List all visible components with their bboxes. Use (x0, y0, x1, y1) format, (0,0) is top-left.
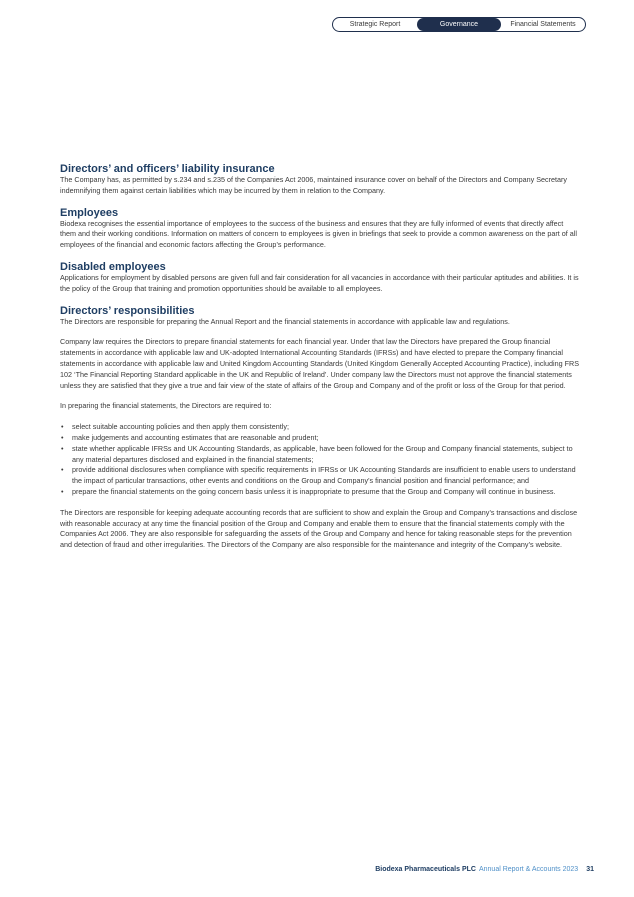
section-nav (332, 17, 586, 32)
directors-responsibilities-section (60, 305, 580, 551)
list-item: • make judgements and accounting estimates that are reasonable and prudent; (60, 433, 580, 444)
responsibilities-paragraph-3: In preparing the financial statements, the Directors are required to: (60, 401, 272, 411)
list-item: • provide additional disclosures when compliance with specific requirements in IFRSs or UK Accounting Standards are insufficient to enable users to understand the impact of particular transactions, other events and conditions on the Group and Company’s financial position and financial performance; and (60, 465, 580, 487)
liability-insurance-body: The Company has, as permitted by s.234 and s.235 of the Companies Act 2006, maintained insurance cover on behalf of the Directors and Company Secretary indemnifying them against certain liabilities which may be incurred by them in relation to the Company. (60, 175, 568, 195)
tab-strategic-report[interactable]: Strategic Report (349, 21, 401, 28)
tab-financial-statements[interactable]: Financial Statements (510, 21, 576, 28)
liability-insurance-heading: Directors’ and officers’ liability insurance (60, 163, 275, 175)
page-content (60, 163, 580, 561)
list-item: • prepare the financial statements on the going concern basis unless it is inappropriate to presume that the Group and Company will continue in business. (60, 487, 580, 498)
tab-governance[interactable]: Governance (417, 18, 501, 31)
employees-heading: Employees (60, 206, 119, 219)
disabled-employees-heading: Disabled employees (60, 260, 166, 273)
responsibilities-paragraph-4: The Directors are responsible for keeping adequate accounting records that are sufficient to show and explain the Group and Company’s transactions and disclose with reasonable accuracy at any time the financial position of the Group and Company and enable them to ensure that the financial statements comply with the Companies Act 2006. They are also responsible for safeguarding the assets of the Group and Company and hence for taking reasonable steps for the prevention and detection of fraud and other irregularities. The Directors of the Company are also responsible for the maintenance and integrity of the Company’s website. (60, 507, 578, 550)
employees-body: Biodexa recognises the essential importance of employees to the success of the business and ensures that they are fully informed of events that directly affect them and their working conditions. Information on matters of concern to employees is given in briefings that seek to provide a common awareness on the part of all employees of the financial and economic factors affecting the Group’s performance. (60, 218, 577, 250)
directors-responsibilities-heading: Directors’ responsibilities (60, 304, 195, 317)
page-footer (375, 866, 594, 873)
responsibilities-paragraph-2: Company law requires the Directors to prepare financial statements for each financial year. Under that law the Directors have prepared the Group financial statements in accordance with applicable law and UK-adopted International Accounting Standards (IFRSs) and have elected to prepare the Company financial statements in accordance with applicable law and United Kingdom Accounting Standards (United Kingdom Generally Accepted Accounting Practice), including FRS 102 ‘The Financial Reporting Standard applicable in the UK and Republic of Ireland’. Under company law the Directors must not approve the financial statements unless they are satisfied that they give a true and fair view of the state of affairs of the Group and Company and of the profit or loss of the Group for that period. (60, 337, 579, 390)
responsibilities-list (60, 422, 580, 498)
responsibilities-paragraph-1: The Directors are responsible for preparing the Annual Report and the financial statements in accordance with applicable law and regulations. (60, 316, 510, 326)
disabled-employees-body: Applications for employment by disabled persons are given full and fair consideration for all vacancies in accordance with their particular aptitudes and abilities. It is the policy of the Group that training and promotion opportunities should be available to all employees. (60, 272, 579, 293)
list-item: • state whether applicable IFRSs and UK Accounting Standards, as applicable, have been followed for the Group and Company financial statements, subject to any material departures disclosed and explained in the financial statements; (60, 444, 580, 466)
page-number: 31 (586, 866, 594, 873)
list-item: • select suitable accounting policies and then apply them consistently; (60, 422, 580, 433)
employees-section (60, 207, 580, 251)
footer-company-name: Biodexa Pharmaceuticals PLC (375, 866, 476, 873)
disabled-employees-section (60, 261, 580, 295)
footer-report-title: Annual Report & Accounts 2023 (478, 866, 579, 873)
liability-insurance-section (60, 163, 580, 197)
